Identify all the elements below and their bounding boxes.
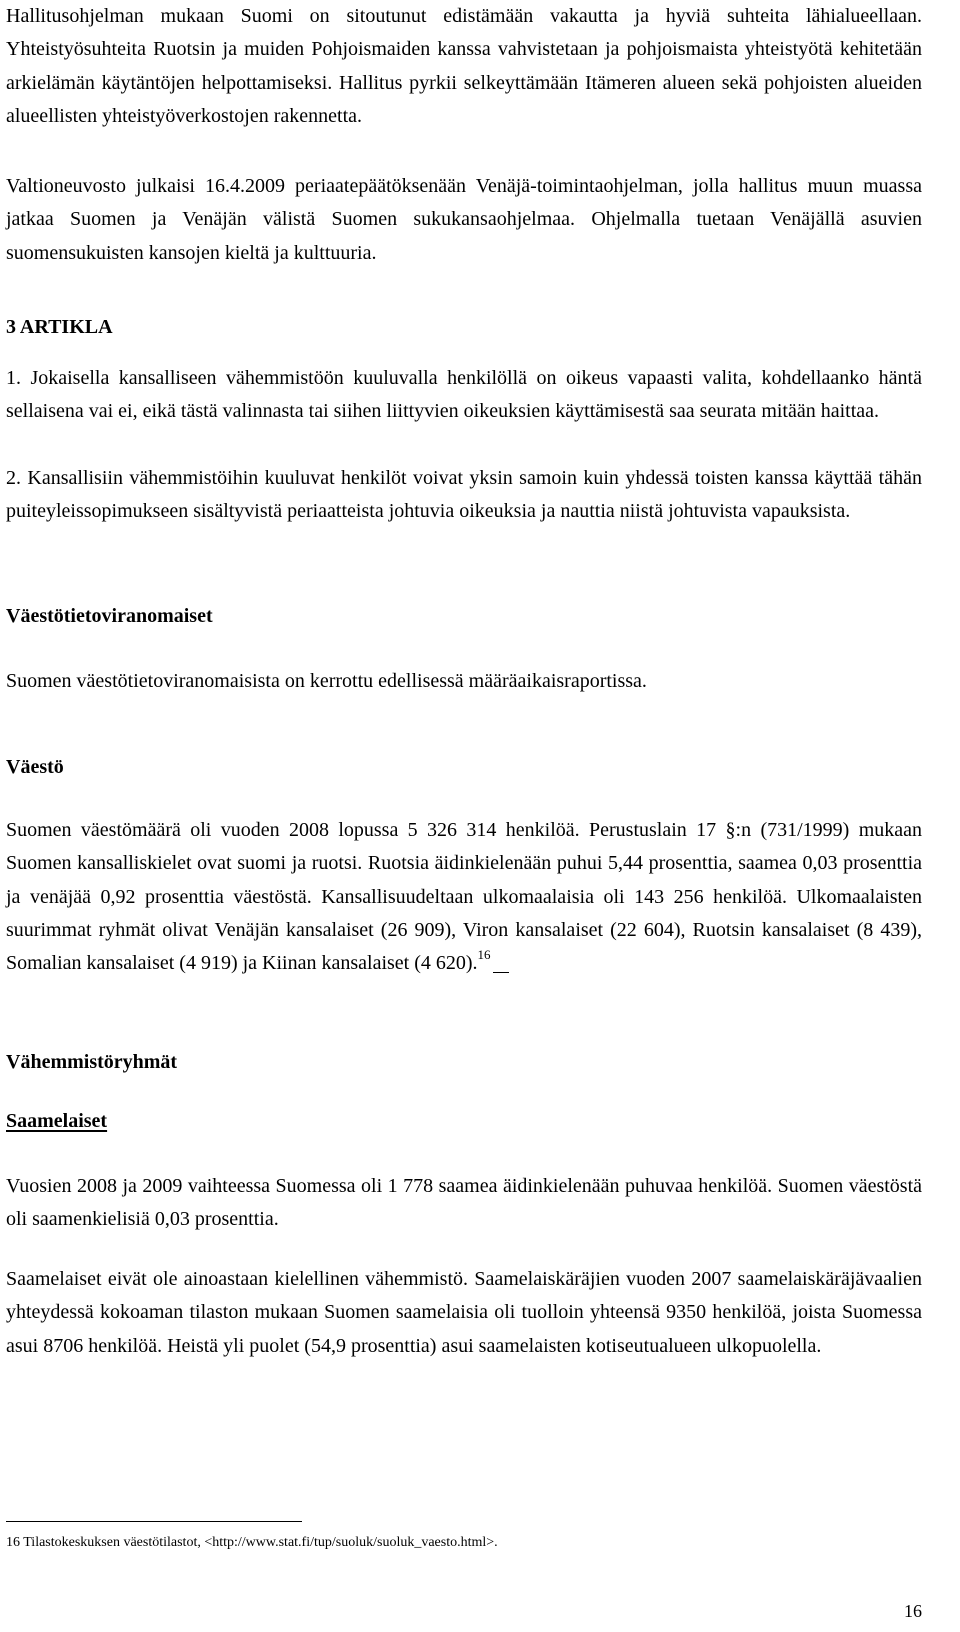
heading-population <box>6 756 922 779</box>
paragraph-russia-programme <box>6 170 922 270</box>
paragraph-authorities <box>6 665 922 698</box>
paragraph-text: Valtioneuvosto julkaisi 16.4.2009 periaatepäätöksenään Venäjä-toimintaohjelman, jolla hallitus muun muassa jatkaa Suomen ja Venäjän välistä Suomen sukukansaohjelmaa. Ohjelmalla tuetaan Venäjällä asuvien suomensukuisten kansojen kieltä ja kulttuuria. <box>6 175 922 264</box>
paragraph-text: Hallitusohjelman mukaan Suomi on sitoutunut edistämään vakautta ja hyviä suhteita lähialueellaan. Yhteistyösuhteita Ruotsin ja muiden Pohjoismaiden kanssa vahvistetaan ja pohjoismaista yhteistyötä kehitetään arkielämän käytäntöjen helpottamiseksi. Hallitus pyrkii selkeyttämään Itämeren alueen sekä pohjoisten alueiden alueellisten yhteistyöverkostojen rakennetta. <box>6 5 922 127</box>
paragraph-sami-population <box>6 1263 922 1363</box>
paragraph-text: 2. Kansallisiin vähemmistöihin kuuluvat henkilöt voivat yksin samoin kuin yhdessä toisten kanssa käyttää tähän puiteyleissopimukseen sisältyvistä periaatteista johtuvia oikeuksia ja nauttia niistä johtuvista vapauksista. <box>6 467 922 523</box>
footnote-reference: 16 <box>477 947 491 963</box>
article-heading: 3 ARTIKLA <box>6 316 113 338</box>
heading-minorities <box>6 1051 922 1074</box>
section-heading: Väestö <box>6 756 64 778</box>
footnote: 16 Tilastokeskuksen väestötilastot, <http://www.stat.fi/tup/suoluk/suoluk_vaesto.html>. <box>6 1535 498 1550</box>
footnote-divider <box>6 1521 302 1522</box>
paragraph-sami-language <box>6 1170 922 1237</box>
heading-sami <box>6 1110 922 1133</box>
heading-authorities <box>6 605 922 628</box>
paragraph-text: Saamelaiset eivät ole ainoastaan kielellinen vähemmistö. Saamelaiskäräjien vuoden 2007 saamelaiskäräjävaalien yhteydessä kokoaman tilaston mukaan Suomen saamelaisia oli tuolloin yhteensä 9350 henkilöä, joista Suomessa asui 8706 henkilöä. Heistä yli puolet (54,9 prosenttia) asui saamelaisten kotiseutualueen ulkopuolella. <box>6 1268 922 1357</box>
paragraph-population <box>6 814 922 980</box>
page-number: 16 <box>904 1601 922 1621</box>
paragraph-text: Vuosien 2008 ja 2009 vaihteessa Suomessa oli 1 778 saamea äidinkielenään puhuvaa henkilöä. Suomen väestöstä oli saamenkielisiä 0,03 prosenttia. <box>6 1175 922 1231</box>
article-3-paragraph-1 <box>6 362 922 429</box>
footnote-link-underline <box>493 972 509 973</box>
section-heading: Väestötietoviranomaiset <box>6 605 213 627</box>
heading-article-3 <box>6 316 922 339</box>
paragraph-text: 1. Jokaisella kansalliseen vähemmistöön kuuluvalla henkilöllä on oikeus vapaasti valita, kohdellaanko häntä sellaisena vai ei, eikä tästä valinnasta tai siihen liittyvien oikeuksien käyttämisestä saa seurata mitään haittaa. <box>6 367 922 423</box>
subsection-heading: Saamelaiset <box>6 1110 108 1132</box>
paragraph-text <box>6 814 922 980</box>
population-text: Suomen väestömäärä oli vuoden 2008 lopussa 5 326 314 henkilöä. Perustuslain 17 §:n (731/1999) mukaan Suomen kansalliskielet ovat suomi ja ruotsi. Ruotsia äidinkielenään puhui 5,44 prosenttia, saamea 0,03 prosenttia ja venäjää 0,92 prosenttia väestöstä. Kansallisuudeltaan ulkomaalaisia oli 143 256 henkilöä. Ulkomaalaisten suurimmat ryhmät olivat Venäjän kansalaiset (26 909), Viron kansalaiset (22 604), Ruotsin kansalaiset (8 439), Somalian kansalaiset (4 919) ja Kiinan kansalaiset (4 620). <box>6 819 922 975</box>
article-3-paragraph-2 <box>6 462 922 529</box>
paragraph-text: Suomen väestötietoviranomaisista on kerrottu edellisessä määräaikaisraportissa. <box>6 670 647 692</box>
paragraph-foreign-policy <box>6 0 922 133</box>
section-heading: Vähemmistöryhmät <box>6 1051 178 1073</box>
